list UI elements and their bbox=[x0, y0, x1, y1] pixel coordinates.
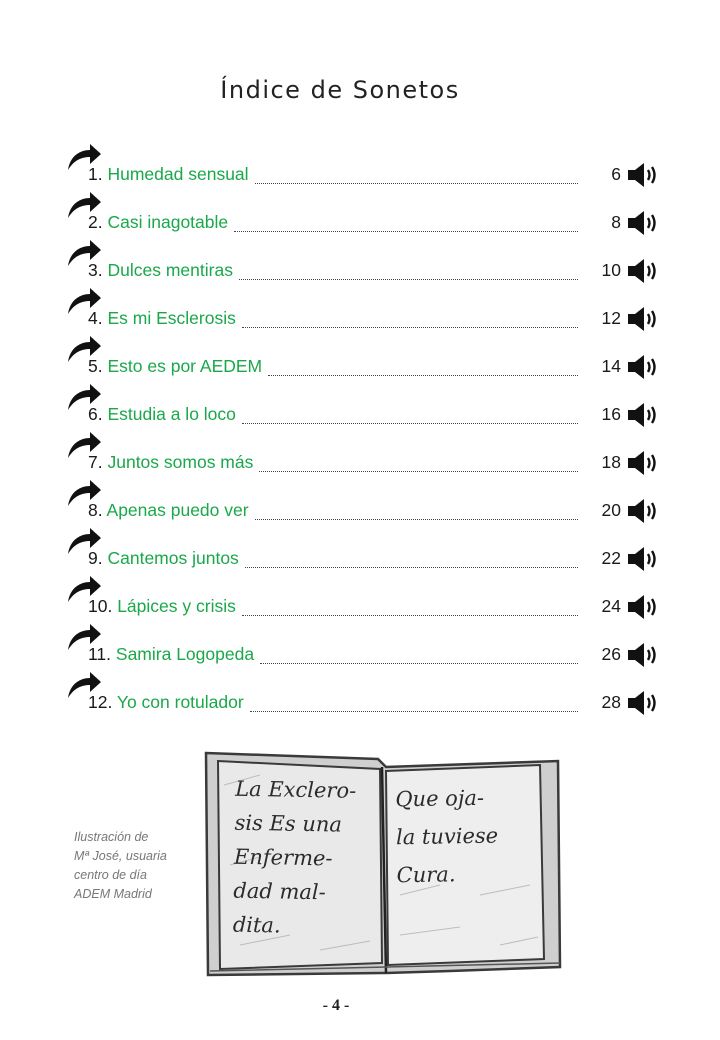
speaker-icon[interactable] bbox=[627, 690, 659, 716]
toc-entry bbox=[0, 284, 720, 332]
left-page-handwriting bbox=[233, 772, 386, 945]
speaker-icon[interactable] bbox=[627, 306, 659, 332]
toc-entry bbox=[0, 668, 720, 716]
handwriting-line: Cura. bbox=[396, 862, 456, 888]
toc-entry bbox=[0, 188, 720, 236]
entry-number: 4. bbox=[88, 308, 103, 328]
dotted-leader bbox=[268, 375, 578, 376]
entry-title-link[interactable]: Apenas puedo ver bbox=[106, 500, 249, 520]
handwriting-line: Enferme- bbox=[233, 844, 333, 871]
entry-title-link[interactable]: Cantemos juntos bbox=[107, 548, 239, 568]
toc-entry bbox=[0, 428, 720, 476]
handwritten-book-illustration bbox=[200, 745, 565, 985]
entry-title-link[interactable]: Es mi Esclerosis bbox=[107, 308, 236, 328]
entry-number: 5. bbox=[88, 356, 103, 376]
speaker-icon[interactable] bbox=[627, 546, 659, 572]
handwriting-line: Que oja- bbox=[395, 785, 485, 812]
entry-title-link[interactable]: Samira Logopeda bbox=[115, 644, 255, 664]
entry-title-link[interactable]: Lápices y crisis bbox=[117, 596, 236, 616]
speaker-icon[interactable] bbox=[627, 162, 659, 188]
entry-number: 3. bbox=[88, 260, 103, 280]
caption-line: centro de día bbox=[74, 868, 147, 882]
entry-number: 9. bbox=[88, 548, 103, 568]
toc-entry-label[interactable] bbox=[88, 212, 228, 233]
speaker-icon[interactable] bbox=[627, 642, 659, 668]
dotted-leader bbox=[242, 423, 578, 424]
toc-entry-label[interactable] bbox=[88, 548, 239, 569]
entry-title-link[interactable]: Estudia a lo loco bbox=[107, 404, 236, 424]
speaker-icon[interactable] bbox=[627, 450, 659, 476]
entry-page-number: 10 bbox=[601, 260, 621, 280]
entry-title-link[interactable]: Humedad sensual bbox=[107, 164, 249, 184]
toc-entry bbox=[0, 620, 720, 668]
entry-title-link[interactable]: Yo con rotulador bbox=[116, 692, 244, 712]
entry-number: 8. bbox=[88, 500, 103, 520]
entry-page-number: 26 bbox=[601, 644, 621, 664]
toc-entry-label[interactable] bbox=[88, 452, 253, 473]
toc-entry-label[interactable] bbox=[88, 260, 233, 281]
entry-page-number: 18 bbox=[601, 452, 621, 472]
dotted-leader bbox=[250, 711, 578, 712]
toc-entry bbox=[0, 236, 720, 284]
toc-entry bbox=[0, 524, 720, 572]
toc-entry bbox=[0, 140, 720, 188]
page-title: Índice de Sonetos bbox=[220, 76, 460, 104]
illustration-caption bbox=[74, 828, 194, 904]
handwriting-line: la tuviese bbox=[395, 823, 499, 850]
entry-page-number: 20 bbox=[601, 500, 621, 520]
entry-page-number: 12 bbox=[601, 308, 621, 328]
toc-entry bbox=[0, 332, 720, 380]
entry-title-link[interactable]: Casi inagotable bbox=[107, 212, 229, 232]
toc-entry bbox=[0, 572, 720, 620]
speaker-icon[interactable] bbox=[627, 498, 659, 524]
toc-entry bbox=[0, 380, 720, 428]
toc-entry-label[interactable] bbox=[88, 500, 249, 521]
toc-entry-label[interactable] bbox=[88, 308, 236, 329]
entry-page-number: 14 bbox=[601, 356, 621, 376]
speaker-icon[interactable] bbox=[627, 210, 659, 236]
page-number: - 4 - bbox=[322, 997, 350, 1014]
entry-page-number: 28 bbox=[601, 692, 621, 712]
handwriting-line: dad mal- bbox=[233, 878, 326, 905]
dotted-leader bbox=[255, 519, 578, 520]
entry-number: 6. bbox=[88, 404, 103, 424]
entry-page-number: 8 bbox=[611, 212, 621, 232]
entry-page-number: 6 bbox=[611, 164, 621, 184]
speaker-icon[interactable] bbox=[627, 354, 659, 380]
entry-title-link[interactable]: Juntos somos más bbox=[107, 452, 254, 472]
dotted-leader bbox=[234, 231, 578, 232]
caption-line: ADEM Madrid bbox=[74, 887, 152, 901]
dotted-leader bbox=[242, 615, 578, 616]
toc-entry-label[interactable] bbox=[88, 404, 236, 425]
entry-number: 12. bbox=[88, 692, 113, 712]
handwriting-line: dita. bbox=[232, 912, 281, 938]
toc-entry-label[interactable] bbox=[88, 596, 236, 617]
entry-page-number: 24 bbox=[601, 596, 621, 616]
dotted-leader bbox=[255, 183, 578, 184]
caption-line: Mª José, usuaria bbox=[74, 849, 167, 863]
speaker-icon[interactable] bbox=[627, 402, 659, 428]
toc-entry-label[interactable] bbox=[88, 644, 254, 665]
entry-title-link[interactable]: Dulces mentiras bbox=[107, 260, 233, 280]
entry-page-number: 16 bbox=[601, 404, 621, 424]
toc-entry bbox=[0, 476, 720, 524]
right-page-handwriting bbox=[395, 778, 547, 895]
entry-title-link[interactable]: Esto es por AEDEM bbox=[107, 356, 263, 376]
toc-entry-label[interactable] bbox=[88, 164, 249, 185]
dotted-leader bbox=[260, 663, 578, 664]
entry-page-number: 22 bbox=[601, 548, 621, 568]
entry-number: 10. bbox=[88, 596, 113, 616]
dotted-leader bbox=[239, 279, 578, 280]
entry-number: 1. bbox=[88, 164, 103, 184]
entry-number: 2. bbox=[88, 212, 103, 232]
dotted-leader bbox=[245, 567, 578, 568]
entry-number: 7. bbox=[88, 452, 103, 472]
handwriting-line: La Exclero- bbox=[234, 776, 357, 803]
toc-entry-label[interactable] bbox=[88, 356, 262, 377]
caption-line: Ilustración de bbox=[74, 830, 149, 844]
speaker-icon[interactable] bbox=[627, 258, 659, 284]
entry-number: 11. bbox=[88, 644, 112, 664]
speaker-icon[interactable] bbox=[627, 594, 659, 620]
dotted-leader bbox=[242, 327, 578, 328]
dotted-leader bbox=[259, 471, 578, 472]
handwriting-line: sis Es una bbox=[234, 810, 343, 837]
toc-entry-label[interactable] bbox=[88, 692, 244, 713]
